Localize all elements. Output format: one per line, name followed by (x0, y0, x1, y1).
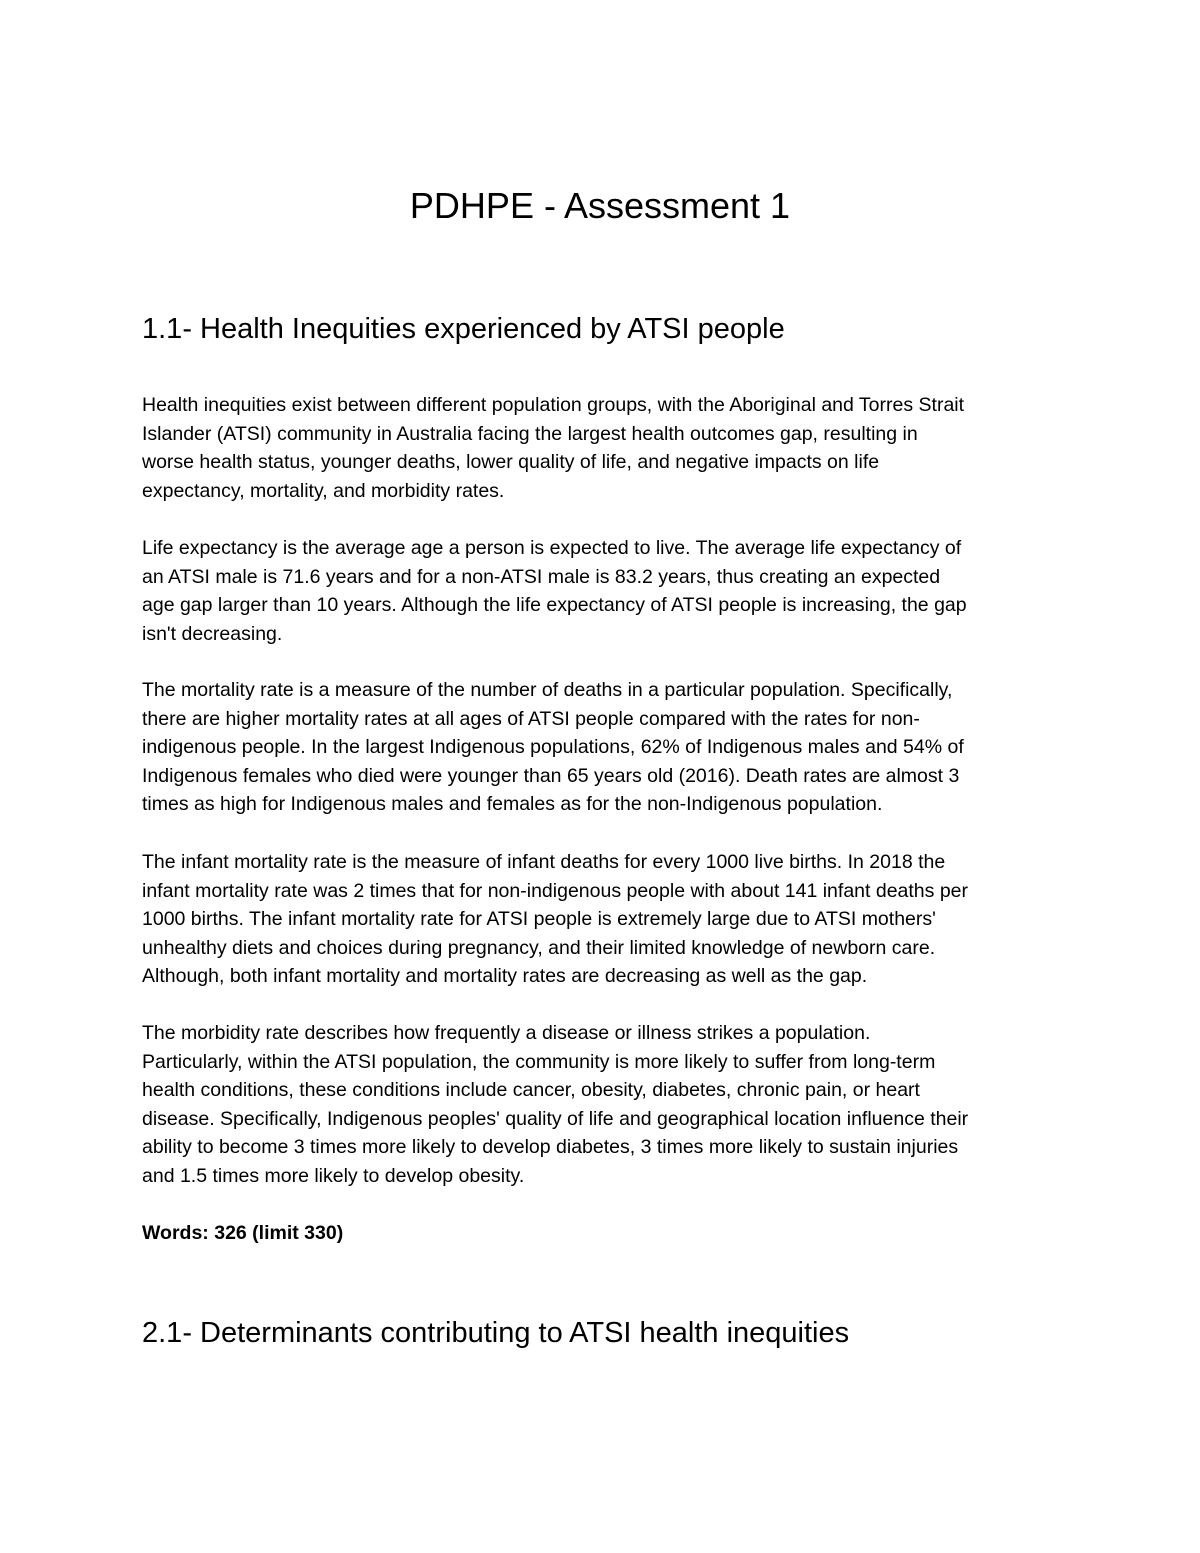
paragraph-morbidity-rate (142, 1019, 1062, 1191)
paragraph-line: expectancy, mortality, and morbidity rates. (142, 479, 505, 502)
paragraph-line: Life expectancy is the average age a person is expected to live. The average life expectancy of (142, 537, 962, 559)
paragraph-line: Although, both infant mortality and mortality rates are decreasing as well as the gap. (142, 965, 868, 988)
paragraph-line: ability to become 3 times more likely to develop diabetes, 3 times more likely to sustain injuries (142, 1136, 959, 1159)
word-count: Words: 326 (limit 330) (142, 1222, 344, 1244)
paragraph-line: isn't decreasing. (142, 622, 283, 645)
paragraph-line: The mortality rate is a measure of the number of deaths in a particular population. Specifically, (142, 679, 953, 701)
paragraph-line: Particularly, within the ATSI population, the community is more likely to suffer from long-term (142, 1050, 936, 1073)
paragraph-line: times as high for Indigenous males and females as for the non-Indigenous population. (142, 793, 883, 816)
paragraph-infant-mortality (142, 848, 1062, 991)
paragraph-line: The morbidity rate describes how frequently a disease or illness strikes a population. (142, 1022, 871, 1044)
paragraph-health-inequities-intro (142, 391, 1062, 505)
paragraph-line: worse health status, younger deaths, lower quality of life, and negative impacts on life (142, 451, 880, 474)
paragraph-line: The infant mortality rate is the measure of infant deaths for every 1000 live births. In 2018 the (142, 851, 946, 873)
paragraph-line: 1000 births. The infant mortality rate for ATSI people is extremely large due to ATSI mothers' (142, 908, 936, 931)
section-heading-health-inequities: 1.1- Health Inequities experienced by ATSI people (142, 313, 785, 345)
paragraph-mortality-rate (142, 676, 1062, 819)
paragraph-line: health conditions, these conditions include cancer, obesity, diabetes, chronic pain, or heart (142, 1079, 920, 1102)
paragraph-line: Indigenous females who died were younger than 65 years old (2016). Death rates are almost 3 (142, 764, 960, 787)
paragraph-line: indigenous people. In the largest Indigenous populations, 62% of Indigenous males and 54% of (142, 736, 964, 759)
paragraph-line: infant mortality rate was 2 times that for non-indigenous people with about 141 infant deaths per (142, 879, 968, 902)
paragraph-line: unhealthy diets and choices during pregnancy, and their limited knowledge of newborn care. (142, 936, 936, 959)
paragraph-line: and 1.5 times more likely to develop obesity. (142, 1164, 525, 1187)
paragraph-line: an ATSI male is 71.6 years and for a non-ATSI male is 83.2 years, thus creating an expected (142, 565, 941, 588)
paragraph-line: disease. Specifically, Indigenous peoples' quality of life and geographical location influence their (142, 1107, 969, 1130)
paragraph-line: Health inequities exist between different population groups, with the Aboriginal and Torres Strait (142, 394, 965, 416)
paragraph-line: there are higher mortality rates at all ages of ATSI people compared with the rates for non- (142, 707, 920, 730)
document-title: PDHPE - Assessment 1 (409, 185, 791, 226)
paragraph-life-expectancy (142, 534, 1062, 648)
paragraph-line: Islander (ATSI) community in Australia facing the largest health outcomes gap, resulting in (142, 422, 918, 445)
section-heading-determinants: 2.1- Determinants contributing to ATSI health inequities (142, 1317, 850, 1349)
paragraph-line: age gap larger than 10 years. Although the life expectancy of ATSI people is increasing, the gap (142, 594, 967, 617)
